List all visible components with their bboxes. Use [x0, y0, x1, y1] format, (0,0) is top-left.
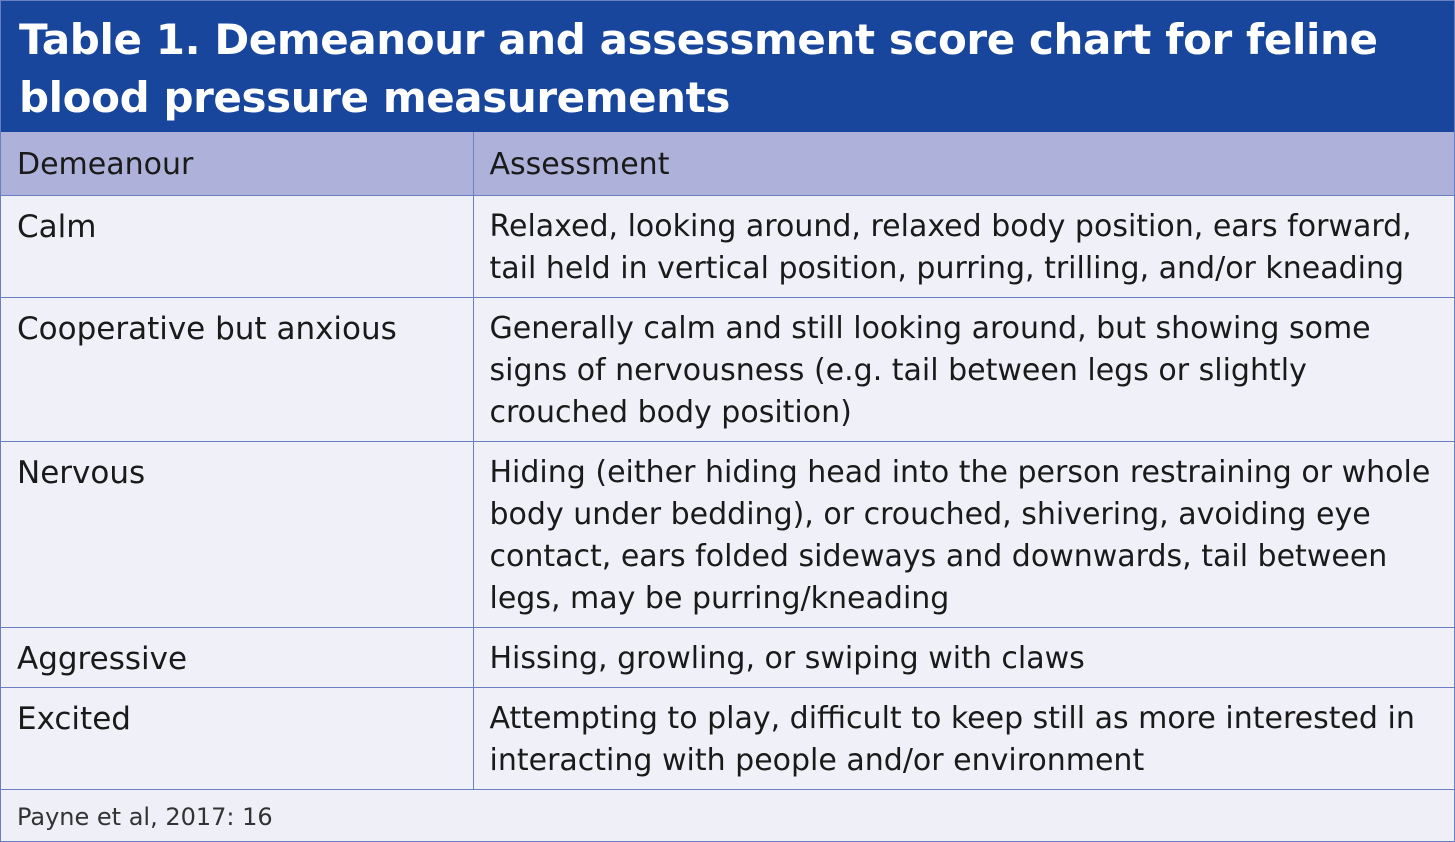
assessment-cell: Attempting to play, difficult to keep still as more interested in interacting with people and/or environment [473, 687, 1454, 789]
assessment-cell: Hiding (either hiding head into the person restraining or whole body under bedding), or crouched, shivering, avoiding eye contact, ears folded sideways and downwards, tail between legs, may be purring/kneading [473, 441, 1454, 627]
table-row [1, 687, 1454, 789]
column-header-assessment: Assessment [473, 132, 1454, 195]
column-header-demeanour: Demeanour [1, 132, 473, 195]
table-title-line-1: Table 1. Demeanour and assessment score chart for feline [19, 15, 1378, 64]
assessment-cell: Hissing, growling, or swiping with claws [473, 627, 1454, 687]
demeanour-cell: Excited [1, 687, 473, 789]
demeanour-cell: Aggressive [1, 627, 473, 687]
table-row [1, 297, 1454, 441]
table-row [1, 195, 1454, 297]
demeanour-cell: Cooperative but anxious [1, 297, 473, 441]
table-title [19, 11, 1436, 127]
demeanour-assessment-table [1, 132, 1454, 790]
demeanour-cell: Calm [1, 195, 473, 297]
table-title-line-2: blood pressure measurements [19, 73, 730, 122]
demeanour-cell: Nervous [1, 441, 473, 627]
table-source-citation: Payne et al, 2017: 16 [17, 802, 273, 831]
table-header-row [1, 132, 1454, 195]
assessment-cell: Generally calm and still looking around, but showing some signs of nervousness (e.g. tail between legs or slightly crouched body position) [473, 297, 1454, 441]
assessment-cell: Relaxed, looking around, relaxed body position, ears forward, tail held in vertical position, purring, trilling, and/or kneading [473, 195, 1454, 297]
table-row [1, 441, 1454, 627]
table-title-bar [1, 1, 1454, 132]
table-row [1, 627, 1454, 687]
